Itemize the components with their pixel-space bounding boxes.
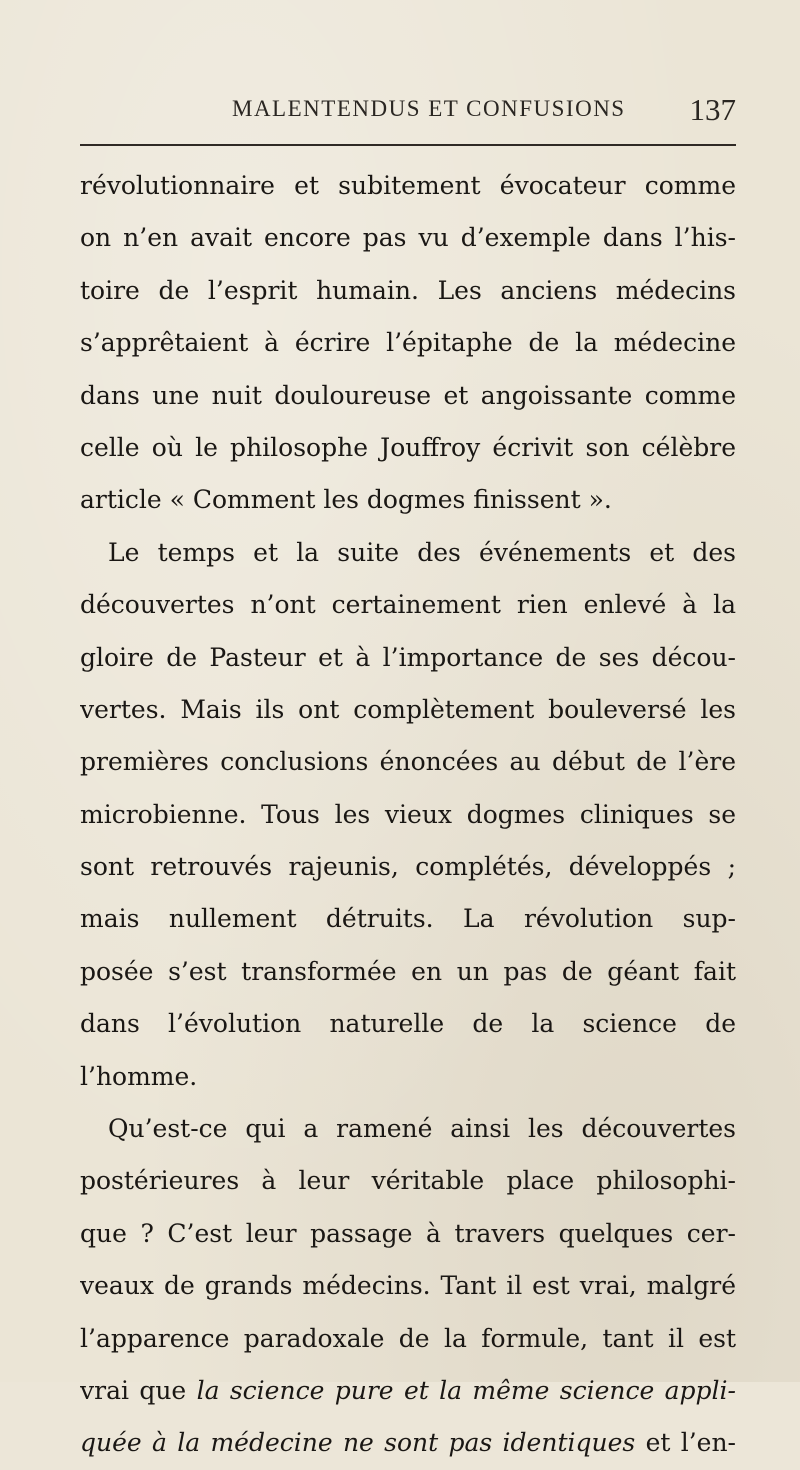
text-line: vertes. Mais ils ont complètement bouleversé les — [80, 694, 736, 724]
text-line: vrai que la science pure et la même science appli- — [80, 1375, 736, 1405]
text-line: article « Comment les dogmes finissent ». — [80, 485, 612, 515]
text-line: sont retrouvés rajeunis, complétés, développés ; — [80, 852, 736, 882]
text-line: découvertes n’ont certainement rien enlevé à la — [80, 590, 736, 620]
header-rule — [80, 144, 736, 146]
text-line: celle où le philosophe Jouffroy écrivit son célèbre — [80, 432, 736, 462]
text-line: révolutionnaire et subitement évocateur comme — [80, 171, 736, 200]
paragraph-start-line: Le temps et la suite des événements et des — [108, 537, 736, 567]
text-line: on n’en avait encore pas vu d’exemple dans l’his- — [80, 223, 736, 253]
text-line: posée s’est transformée en un pas de géant fait — [80, 956, 736, 986]
body-text — [80, 160, 736, 1470]
text-line: l’homme. — [80, 1061, 198, 1091]
text-line: dans une nuit douloureuse et angoissante comme — [80, 380, 736, 410]
text-line: s’apprêtaient à écrire l’épitaphe de la médecine — [80, 328, 736, 358]
page-number: 137 — [689, 92, 736, 127]
text-line: toire de l’esprit humain. Les anciens médecins — [80, 275, 736, 305]
text-line: gloire de Pasteur et à l’importance de ses décou- — [80, 642, 736, 672]
text-line: l’apparence paradoxale de la formule, tant il est — [80, 1323, 736, 1353]
running-head — [80, 92, 736, 132]
text-line: premières conclusions énoncées au début de l’ère — [80, 747, 736, 777]
running-title: MALENTENDUS ET CONFUSIONS — [232, 96, 626, 121]
text-line: veaux de grands médecins. Tant il est vrai, malgré — [80, 1271, 736, 1301]
text-line: dans l’évolution naturelle de la science de — [80, 1009, 736, 1039]
text-line: microbienne. Tous les vieux dogmes cliniques se — [80, 799, 736, 829]
text-line: postérieures à leur véritable place philosophi- — [80, 1166, 736, 1196]
text-line: que ? C’est leur passage à travers quelques cer- — [80, 1218, 736, 1248]
italic-phrase: la science pure et la même science appli- — [196, 1375, 736, 1405]
text-line: mais nullement détruits. La révolution sup- — [80, 904, 736, 934]
text-line: quée à la médecine ne sont pas identiques et l’en- — [80, 1428, 736, 1458]
italic-phrase: quée à la médecine ne sont pas identiques — [80, 1428, 636, 1458]
paragraph-start-line: Qu’est-ce qui a ramené ainsi les découvertes — [108, 1114, 736, 1144]
